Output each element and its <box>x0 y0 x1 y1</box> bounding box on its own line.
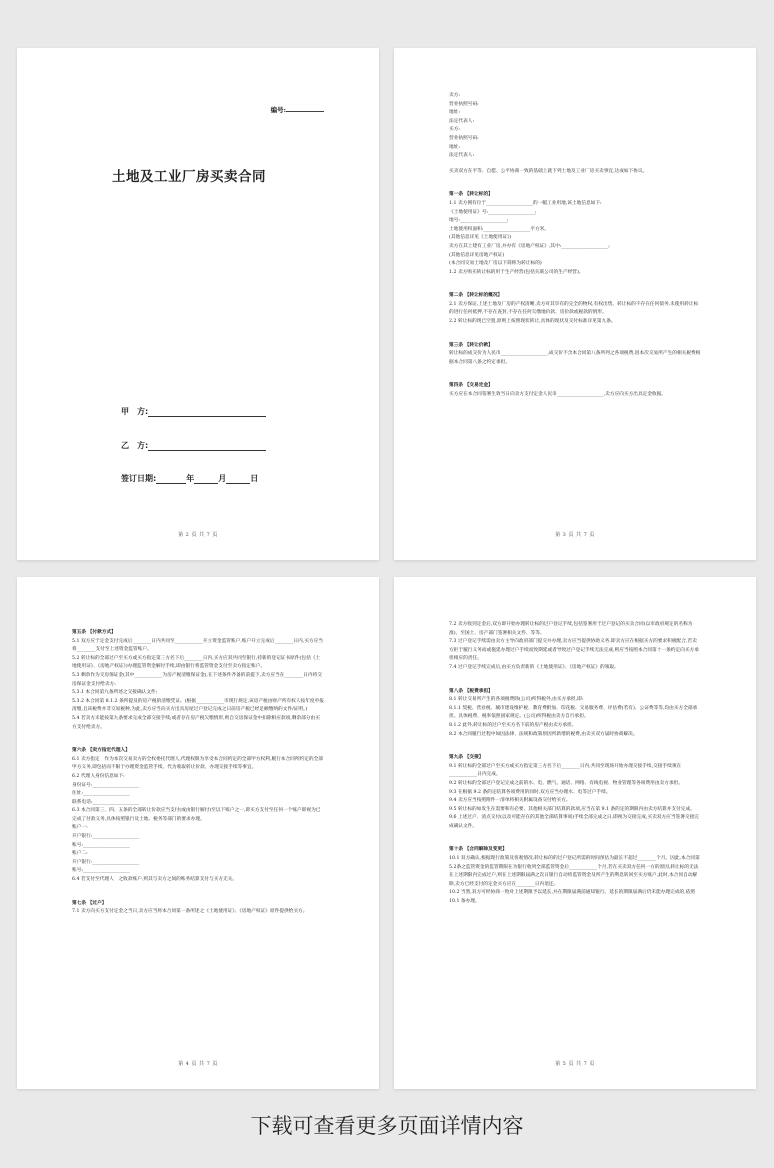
contract-clause: 开户银行:____________________ <box>72 834 140 840</box>
contract-clause: 联系电话:____________________ <box>72 799 140 805</box>
paragraph-spacer <box>449 831 701 838</box>
contract-clause: 7.4 过户登记手续完成后,由买方负责新的《土地使用证》、《房地产权证》的领取。 <box>449 664 619 670</box>
contract-clause: 9.3 在根据 9.2 条的定结算各项费用的同时,双方应当办理水、电等过户手续。 <box>449 789 611 795</box>
page-body <box>72 621 324 917</box>
month-blank <box>194 475 218 484</box>
contract-clause: 2.2 转让标的现已空置,原则上按照现状转让,具体的现状及交付标准详见第九条。 <box>449 319 616 325</box>
contract-clause: 5.1 双方应于定金支付完成后________日内共同至____________开立资金监管账户,账户开立完成后________日内,买方应当将________支付至上述资金监管账户。 <box>72 638 323 653</box>
article-heading: 第九条 【交接】 <box>449 755 484 761</box>
contract-clause: 买方: <box>449 127 460 133</box>
contract-clause: 法定代表人: <box>449 118 475 124</box>
sign-date-line <box>121 473 258 484</box>
article-heading: 第五条 【付款方式】 <box>72 630 116 635</box>
paragraph-spacer <box>449 277 701 284</box>
paragraph-spacer <box>449 161 701 168</box>
article-heading: 第三条 【转让价款】 <box>449 342 493 348</box>
contract-clause: 《土地使用证》号:____________________; <box>449 209 537 215</box>
contract-clause: 10.2 当然,双方可经协商一致对上述期限予以延长,并在期限届满前通知银行。延长的期限届满后仍未能办理完成的,依照 10.1 条办理。 <box>449 890 696 905</box>
party-b-blank <box>148 442 266 451</box>
page-number: 第 2 页 共 7 页 <box>178 532 218 538</box>
page-body <box>449 92 701 400</box>
contract-clause: 住址:____________________ <box>72 791 130 797</box>
contract-clause: 5.3.2 本合同第 8.1.2 条所提及的房产税的清缴凭证。(根据____________市现行规定,该房产税由财产所有权人按年度申报清缴,且该税费并非交易税种,为此,卖方应当向买方出具房屋过户登记完成之日前房产税已经足额缴纳的文件/证明。) <box>72 698 324 713</box>
contract-clause: 账号:____________________ <box>72 842 130 848</box>
contract-clause: 地址: <box>449 144 460 150</box>
contract-number-blank <box>286 105 324 112</box>
download-caption: 下载可查看更多页面详情内容 <box>250 1114 524 1138</box>
contract-clause: 5.4 若卖方未能按第九条要求完成全部交接手续;或者存在房产税欠缴情形,则自交房保证金中扣除相应款项,剩余部分由买方支付给卖方。 <box>72 715 320 730</box>
contract-clause: 1.1 卖方拥有位于____________________的一幅工业用地,该土地信息如下: <box>449 200 602 206</box>
contract-clause: 9.2 转让标的全部过户登记完成之前的水、电、燃气、通话、网络、有线电视、物业管理等各项费用由卖方承担。 <box>449 780 683 786</box>
article-heading: 第一条 【转让标的】 <box>449 192 493 198</box>
contract-clause: 营业执照号码: <box>449 135 479 141</box>
contract-page-5 <box>394 577 756 1089</box>
day-label: 日 <box>250 474 259 483</box>
contract-clause: 法定代表人: <box>449 153 475 159</box>
contract-clause: 8.1.1 契税、营业税、城市建设维护税、教育费附加、印花税、交易服务费、评估费(若有)、公证费等等,均由买方全部承担。具体税费、税率依照国家规定。(公司)所得税由卖方自行承担。 <box>449 705 698 720</box>
contract-clause: 5.2 转让标的全部过户至买方或买方指定第三方名下后________日内,买方应双共同至银行,持新的登记证书原件(包括《土地使用证》、《房地产权证》)办理监管资金解付手续,即由银行将监管资金支付至卖方指定账户。 <box>72 655 321 670</box>
party-b-label: 乙 方: <box>121 441 149 450</box>
page-number: 第 5 页 共 7 页 <box>555 1061 595 1067</box>
contract-clause: 卖方: <box>449 93 460 98</box>
contract-clause: 9.5 转让标的如发生在需要和有必要、其他相关部门结算的款项,应当在第 9.1 条的定的期限内由卖方结算并支付完成。 <box>449 806 695 812</box>
contract-clause: 9.6 上述过户、清点交付(以及可能存在的其他全部结算事项)手续全部完成之日,即视为交接完成,买卖双方应当签署交接完成确认文件。 <box>449 815 699 829</box>
contract-clause: 地址: <box>449 110 460 116</box>
paragraph-spacer <box>72 732 324 739</box>
article-heading: 第二条 【转让标的概况】 <box>449 293 503 299</box>
month-label: 月 <box>218 474 227 483</box>
contract-clause: 开户银行:____________________ <box>72 859 140 865</box>
contract-clause: 7.3 过户登记手续需由卖方主导向政府部门提交并办理,卖方应当提供协助义务,即卖方应在根据买方的要求积极配合,若卖方拒于履行义务而或拖延办理过户手续而致期延或者导致过户登记手续无法完成,则应当按照本合同第十一条约定向买方承担相应的责任。 <box>449 639 699 662</box>
contract-clause: 7.2 卖方收到定金后,双方即开始办理转让标的过户登记手续,包括签署用于过户登记的买卖合同(以市政府规定的名称为准)、至国土、房产部门签署相关文件、等等。 <box>449 622 693 636</box>
contract-page-3 <box>394 48 756 560</box>
cover-page <box>17 48 379 560</box>
contract-clause: 6.4 若支付至代理人 之收款账户,则其与卖方之间的账务结算支付与买方无关。 <box>72 877 238 883</box>
paragraph-spacer <box>449 176 701 183</box>
contract-clause: 身份证号:____________________ <box>72 782 140 788</box>
contract-clause: 5.3 剩余作为交房保证金(其中____________为房产税清缴保证金),在下述条件齐备的前提下,卖方应当在________日内将交房保证金支付给卖方: <box>72 672 322 687</box>
contract-title: 土地及工业厂房买卖合同 <box>112 169 266 185</box>
article-heading: 第十条 【合同解除及变更】 <box>449 847 507 853</box>
contract-clause: 地号:____________________; <box>449 218 509 224</box>
page-number: 第 3 页 共 7 页 <box>555 532 595 538</box>
contract-number-label: 编号: <box>270 106 286 114</box>
contract-clause: 账号:____________________ <box>72 868 130 874</box>
party-b-line <box>121 440 266 451</box>
year-label: 年 <box>186 474 195 483</box>
party-a-blank <box>148 408 266 417</box>
contract-clause: (本合同交易土地及厂房以下简称为转让标的) <box>449 261 542 267</box>
article-heading: 第四条 【交易定金】 <box>449 383 493 389</box>
contract-clause: 卖方在其上建有工业厂房,并办有《房地产权证》,其中:____________________; <box>449 243 610 249</box>
contract-clause: 2.1 卖方保证,上述土地及厂房的产权清晰,卖方对其享有的完全的物权,有权出售。转让标的不存在任何债务,未使用转让标的进行任何抵押,不存在查封,不存在任何欠缴地价款、房价款或税款的情形。 <box>449 301 699 316</box>
paragraph-spacer <box>449 673 701 680</box>
article-heading: 第八条 【税费承担】 <box>449 688 493 694</box>
contract-clause: (其他信息详见房地产权证) <box>449 252 505 258</box>
contract-clause: 账户二: <box>72 851 88 857</box>
page-body <box>449 621 701 907</box>
contract-clause: 转让标的成交价为人民币____________________,成交价不含本合同第八条所列之各项税费,因本次交易所产生的相关税费根据本合同第八条之约定承担。 <box>449 351 701 365</box>
contract-clause: 9.1 转让标的全部过户至买方或买方指定第三方名下后________日内,共同至现场开始办理交接手续,交接手续须在____________日内完成。 <box>449 763 682 778</box>
day-blank <box>226 475 250 484</box>
paragraph-spacer <box>72 885 324 892</box>
contract-clause: 营业执照号码: <box>449 101 479 107</box>
contract-clause: 6.1 卖方指定 作为本次交易卖方的全权委托代理人,代理权限为享受本合同约定的全部甲方权利,履行本合同所约定的全部甲方义务,即包括而不限于办理资金监管手续、代为收取转让价款、办理交接手续等事宜。 <box>72 756 323 771</box>
contract-number <box>271 105 324 114</box>
party-a-label: 甲 方: <box>121 407 149 416</box>
party-a-line <box>121 406 266 417</box>
year-blank <box>156 475 186 484</box>
contract-clause: 账户一: <box>72 825 88 831</box>
article-heading: 第七条 【过户】 <box>72 900 107 906</box>
contract-clause: 5.3.1 本合同第九条所述之交接确认文件; <box>72 690 158 696</box>
paragraph-spacer <box>449 367 701 374</box>
sign-date-label: 签订日期: <box>121 474 157 483</box>
article-heading: 第六条 【卖方指定代理人】 <box>72 748 130 754</box>
contract-page-4 <box>17 577 379 1089</box>
contract-clause: 6.3 本合同第三、四、五条的全部转让价款应当支付(或由银行解付)至以下账户之一,即买方支付至任何一个账户即视为已完成了付款义务,具体按照银行及土地、税务等部门的要求办理。 <box>72 808 321 822</box>
paragraph-spacer <box>449 739 701 746</box>
contract-clause: (其他信息详见《土地使用证》) <box>449 235 512 241</box>
contract-clause: 10.1 双方确认,根据现行政策及客观情况,转让标的的过户登记所需的时间预估为最长不超过________个月。因此,本合同第5.2条之监管资金的监管期限在为银行收到全部监管资金后____________个月,若在买卖双方任何一方的原因,转让标的无法在上述期限内完成过户,则在上述期限届满之次日银行自动将监管资金及所产生的利息转回至买方账户,此时,本合同自动解除,卖方已经支付的定金买方应在________日内退还。 <box>449 856 700 887</box>
paragraph-spacer <box>449 327 701 334</box>
contract-clause: 6.2 代理人身份信息如下: <box>72 773 125 779</box>
contract-clause: 买卖双方在平等、自愿、公平协商一致的基础上就下列土地及工业厂房买卖事宜,达成如下协议。 <box>449 168 648 174</box>
page-number: 第 4 页 共 7 页 <box>178 1061 218 1067</box>
contract-clause: 8.2 本合同履行过程中如因法律、法规和政策原因所新增的税费,由卖买双方届时协商解决。 <box>449 731 638 737</box>
contract-clause: 7.1 卖方向买方支付定金之当日,卖方应当将本合同第一条所述之《土地使用证》、《房地产权证》原件提供给买方。 <box>72 909 308 915</box>
contract-clause: 土地使用权面积:____________________平方米。 <box>449 226 550 232</box>
contract-clause: 1.2 卖方购买转让标的用于生产经营(包括关联公司的生产经营)。 <box>449 269 584 275</box>
contract-clause: 8.1 转让交易所产生的各项税费除(公司)所得税外,由买方承担,即: <box>449 697 584 703</box>
contract-clause: 9.4 卖方应当按照附件一清单将相关附属设备交付给买方。 <box>449 798 571 804</box>
contract-clause: 买方应在本合同签署生效当日向卖方支付定金人民币____________________,卖方应向买方出具定金收据。 <box>449 392 667 398</box>
contract-clause: 8.1.2 此外,转让标的过户至买方名下前的房产税由卖方承担。 <box>449 722 577 728</box>
